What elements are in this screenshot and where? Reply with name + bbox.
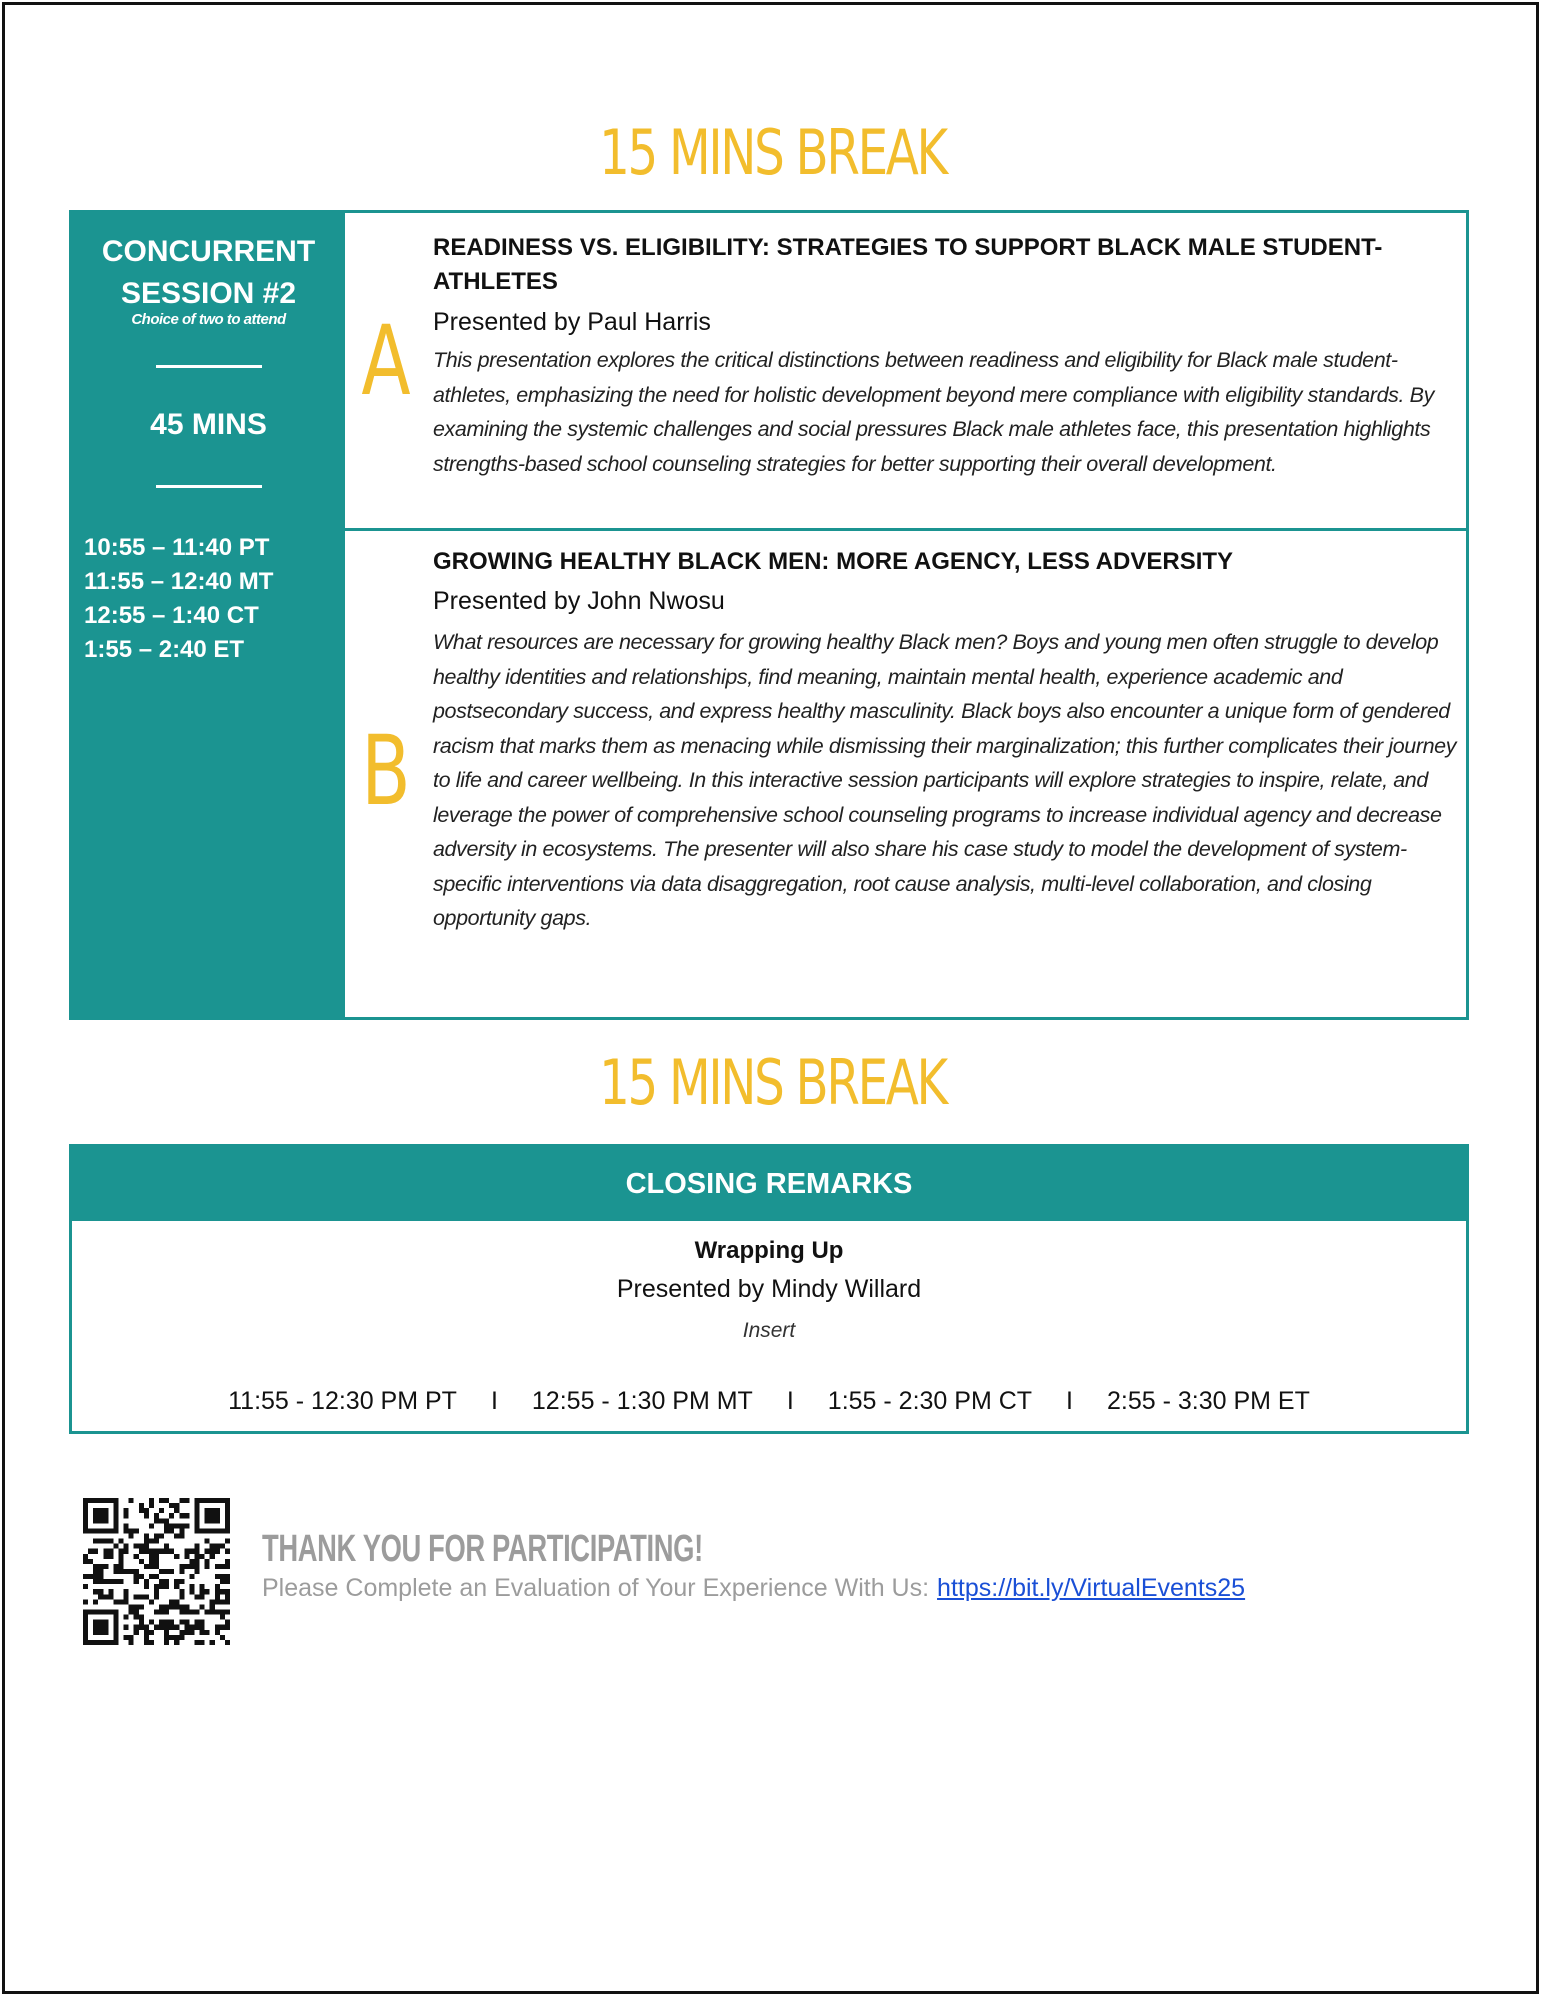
session-title: CONCURRENT SESSION #2 bbox=[101, 235, 316, 310]
closing-header: CLOSING REMARKS bbox=[72, 1147, 1466, 1221]
session-duration: 45 MINS bbox=[150, 408, 267, 441]
evaluation-text: Please Complete an Evaluation of Your Experience With Us: bbox=[262, 1574, 930, 1602]
time-separator: I bbox=[490, 1387, 498, 1415]
session-option-b bbox=[345, 531, 1466, 1017]
option-letter-b: B bbox=[361, 715, 411, 827]
evaluation-line bbox=[262, 1574, 1245, 1603]
closing-presenter: Presented by Mindy Willard bbox=[616, 1275, 922, 1303]
break-heading-1: 15 MINS BREAK bbox=[599, 116, 946, 189]
closing-time-et: 2:55 - 3:30 PM ET bbox=[1107, 1387, 1310, 1415]
session-option-a bbox=[345, 213, 1466, 531]
divider bbox=[156, 485, 262, 488]
time-mt: 11:55 – 12:40 MT bbox=[84, 568, 274, 595]
closing-note: Insert bbox=[742, 1319, 796, 1342]
option-letter-a: A bbox=[361, 305, 411, 417]
closing-title: Wrapping Up bbox=[694, 1237, 844, 1264]
time-pt: 10:55 – 11:40 PT bbox=[84, 534, 270, 561]
option-a-title: READINESS VS. ELIGIBILITY: STRATEGIES TO SUPPORT BLACK MALE STUDENT-ATHLETES bbox=[433, 234, 1383, 295]
time-separator: I bbox=[786, 1387, 794, 1415]
divider bbox=[156, 365, 262, 368]
closing-time-mt: 12:55 - 1:30 PM MT bbox=[531, 1387, 753, 1415]
time-ct: 12:55 – 1:40 CT bbox=[84, 602, 259, 629]
evaluation-link[interactable]: https://bit.ly/VirtualEvents25 bbox=[937, 1574, 1246, 1602]
closing-times bbox=[72, 1387, 1466, 1416]
break-heading-2: 15 MINS BREAK bbox=[599, 1046, 946, 1119]
session-subtitle: Choice of two to attend bbox=[131, 311, 286, 328]
session-info-panel bbox=[72, 213, 345, 1017]
closing-time-pt: 11:55 - 12:30 PM PT bbox=[228, 1387, 457, 1415]
option-a-description: This presentation explores the critical distinctions between readiness and eligibility for Black male student-athletes, emphasizing the need for holistic development beyond mere compliance with eligibility standards. By examining the systemic challenges and social pressures Black male athletes face, this presentation highlights strengths-based school counseling strategies for better supporting their overall development. bbox=[433, 348, 1434, 476]
option-b-title: GROWING HEALTHY BLACK MEN: MORE AGENCY, LESS ADVERSITY bbox=[433, 548, 1234, 575]
time-separator: I bbox=[1066, 1387, 1073, 1415]
thank-you-heading: THANK YOU FOR PARTICIPATING! bbox=[262, 1528, 703, 1570]
option-a-presenter: Presented by Paul Harris bbox=[433, 308, 711, 336]
session-times bbox=[84, 531, 339, 667]
concurrent-session-table bbox=[69, 210, 1469, 1020]
option-b-description: What resources are necessary for growing healthy Black men? Boys and young men often struggle to develop healthy identities and relationships, find meaning, maintain mental health, experience academic and postsecondary success, and express healthy masculinity. Black boys also encounter a unique form of gendered racism that marks them as menacing while dismissing their marginalization; this further complicates their journey to life and career wellbeing. In this interactive session participants will explore strategies to inspire, relate, and leverage the power of comprehensive school counseling programs to increase individual agency and decrease adversity in ecosystems. The presenter will also share his case study to model the development of system-specific interventions via data disaggregation, root cause analysis, multi-level collaboration, and closing opportunity gaps. bbox=[433, 630, 1457, 930]
closing-remarks-table bbox=[69, 1144, 1469, 1434]
closing-time-ct: 1:55 - 2:30 PM CT bbox=[827, 1387, 1033, 1415]
option-b-presenter: Presented by John Nwosu bbox=[433, 587, 725, 615]
time-et: 1:55 – 2:40 ET bbox=[84, 636, 245, 663]
qr-code-icon[interactable] bbox=[83, 1498, 230, 1645]
